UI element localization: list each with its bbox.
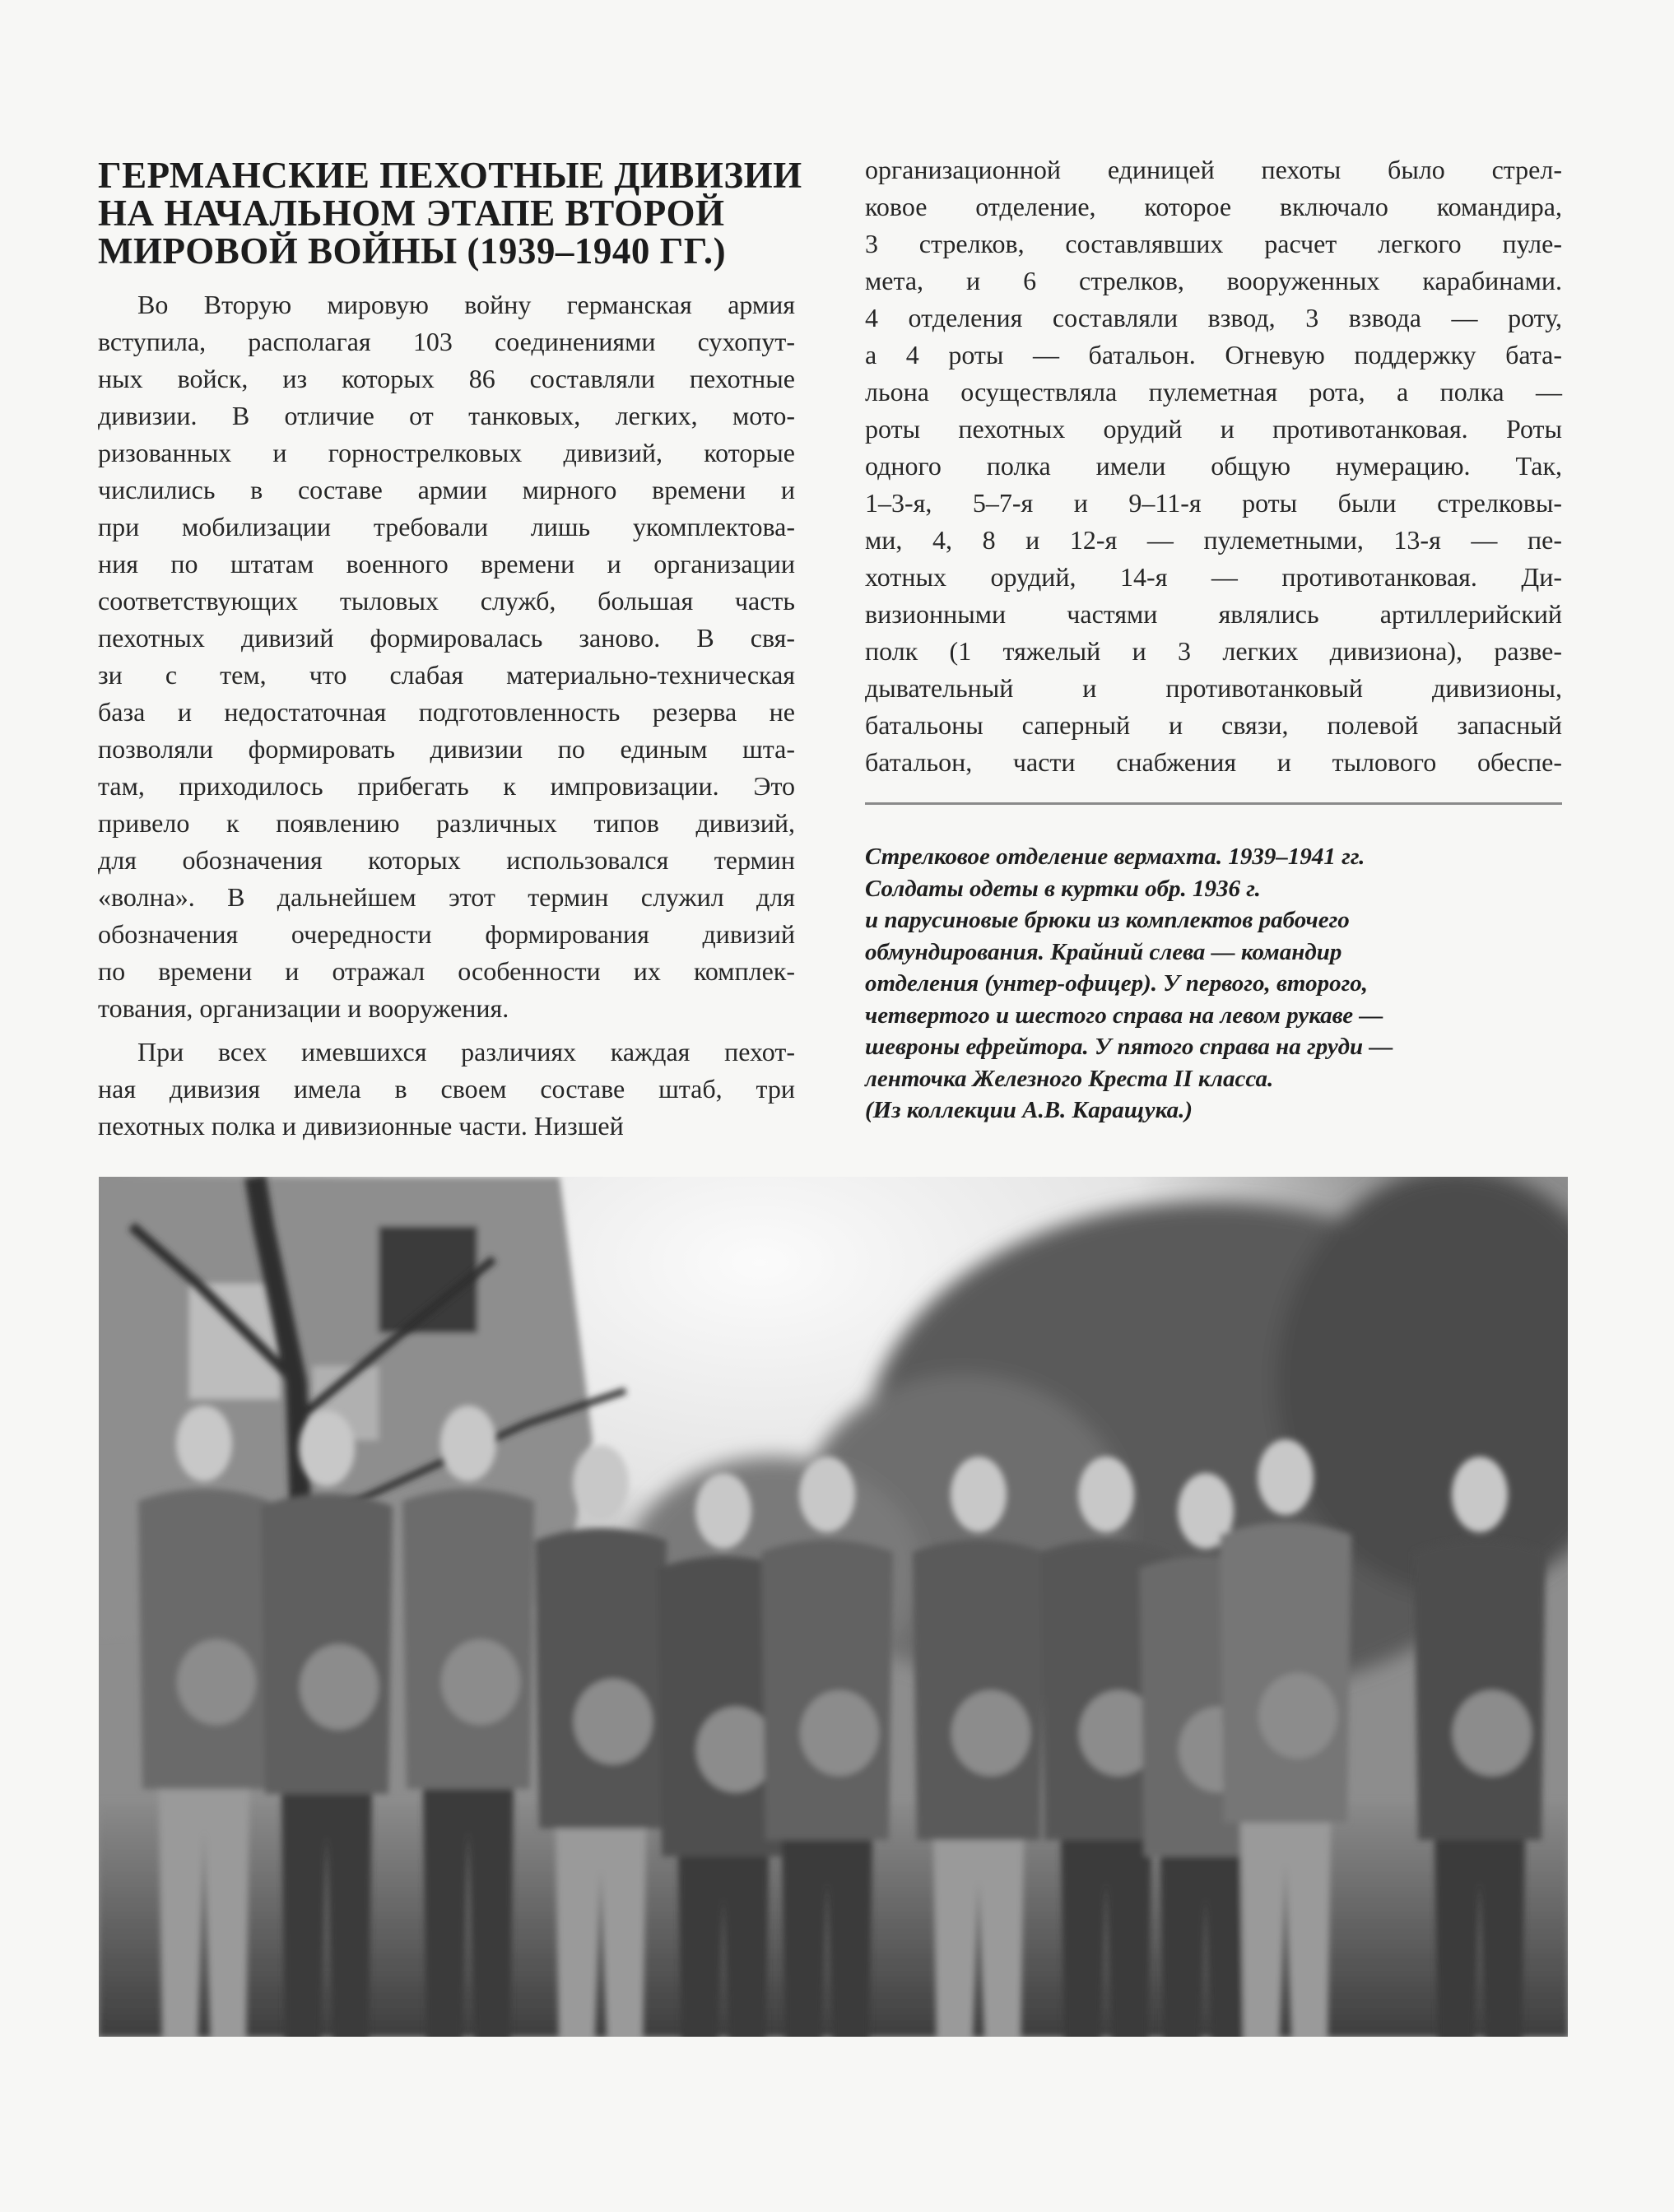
text-line: ризованных и горнострелковых дивизий, которые [98,438,795,467]
text-line: база и недостаточная подготовленность резерва не [98,697,795,727]
photo-caption [865,841,1573,1127]
text-line: привело к появлению различных типов дивизий, [98,808,795,838]
text-line: мета, и 6 стрелков, вооруженных карабинами. [865,266,1562,295]
soldier-head [1258,1439,1314,1515]
text-line: там, приходилось прибегать к импровизации. Это [98,771,795,801]
caption-line: и парусиновые брюки из комплектов рабочего [865,907,1350,933]
right-text-column [865,151,1562,781]
text-line: льона осуществляла пулеметная рота, а полка — [865,377,1562,407]
left-text-column [98,286,795,1145]
text-line: хотных орудий, 14-я — противотанковая. Ди- [865,562,1562,592]
soldier-head [299,1410,355,1486]
helmet [800,1690,879,1776]
title-line: НА НАЧАЛЬНОМ ЭТАПЕ ВТОРОЙ [98,193,725,234]
caption-line: ленточка Железного Креста II класса. [865,1065,1274,1092]
text-line: дывательный и противотанковый дивизионы, [865,673,1562,703]
caption-line: шевроны ефрейтора. У пятого справа на груди — [865,1034,1393,1060]
text-line: при мобилизации требовали лишь укомплектова- [98,512,795,541]
text-line: одного полка имели общую нумерацию. Так, [865,451,1562,481]
text-line: зи с тем, что слабая материально-техническая [98,660,795,690]
helmet [951,1690,1030,1776]
helmet [1258,1673,1337,1759]
soldier-head [440,1406,496,1481]
caption-line: отделения (унтер-офицер). У первого, второго, [865,970,1369,997]
text-line: тования, организации и вооружения. [98,993,509,1023]
text-line: визионными частями являлись артиллерийский [865,599,1562,629]
text-line: Во Вторую мировую войну германская армия [137,290,795,319]
text-line: ми, 4, 8 и 12-я — пулеметными, 13-я — пе- [865,525,1562,555]
text-line: ная дивизия имела в своем составе штаб, три [98,1074,795,1104]
text-line: роты пехотных орудий и противотанковая. Роты [865,414,1562,444]
text-line: а 4 роты — батальон. Огневую поддержку бата- [865,340,1562,369]
soldier-head [951,1457,1007,1532]
caption-line: Солдаты одеты в куртки обр. 1936 г. [865,875,1261,902]
text-line: дивизии. В отличие от танковых, легких, мото- [98,401,795,430]
text-line: пехотных дивизий формировалась заново. В свя- [98,623,795,653]
text-line: полк (1 тяжелый и 3 легких дивизиона), разве- [865,636,1562,666]
text-line: соответствующих тыловых служб, большая часть [98,586,795,616]
soldier-head [799,1457,855,1532]
soldier-head [573,1445,629,1521]
text-line: 1–3-я, 5–7-я и 9–11-я роты были стрелковы- [865,488,1562,518]
helmet [300,1644,379,1730]
text-line: ных войск, из которых 86 составляли пехотные [98,364,795,393]
helmet [574,1679,653,1764]
caption-line: обмундирования. Крайний слева — командир [865,938,1342,965]
soldier-head [1078,1457,1134,1532]
text-line: батальоны саперный и связи, полевой запасный [865,710,1562,740]
photo-infantry-squad [99,1177,1568,2037]
soldier-head [1452,1457,1508,1532]
text-line: вступила, располагая 103 соединениями сухопут- [98,327,795,356]
text-line: пехотных полка и дивизионные части. Низшей [98,1111,624,1141]
text-line: При всех имевшихся различиях каждая пехот- [137,1037,795,1066]
text-line: батальон, части снабжения и тылового обеспе- [865,747,1562,777]
caption-line: Стрелковое отделение вермахта. 1939–1941 гг. [865,843,1365,870]
text-line: ковое отделение, которое включало командира, [865,192,1562,221]
text-line: 4 отделения составляли взвод, 3 взвода — роту, [865,303,1562,332]
photo-image [99,1177,1568,2037]
text-line: 3 стрелков, составлявших расчет легкого пуле- [865,229,1562,258]
caption-divider [865,802,1562,805]
text-line: числились в составе армии мирного времени и [98,475,795,504]
title-line: ГЕРМАНСКИЕ ПЕХОТНЫЕ ДИВИЗИИ [98,155,802,196]
helmet [441,1639,520,1725]
title-line: МИРОВОЙ ВОЙНЫ (1939–1940 ГГ.) [98,230,727,272]
text-line: позволяли формировать дивизии по единым шта- [98,734,795,764]
text-line: «волна». В дальнейшем этот термин служил для [98,882,795,912]
soldier-head [695,1473,751,1549]
text-line: организационной единицей пехоты было стрел- [865,155,1562,184]
helmet [1453,1690,1532,1776]
caption-line: четвертого и шестого справа на левом рукаве — [865,1001,1383,1029]
soldier-head [176,1406,232,1481]
helmet [696,1707,775,1792]
text-line: обозначения очередности формирования дивизий [98,919,795,949]
text-line: для обозначения которых использовался термин [98,845,795,875]
caption-line: (Из коллекции А.В. Каращука.) [865,1097,1193,1123]
article-title [98,156,806,270]
helmet [177,1639,256,1725]
text-line: ния по штатам военного времени и организации [98,549,795,579]
text-line: по времени и отражал особенности их комплек- [98,956,795,986]
